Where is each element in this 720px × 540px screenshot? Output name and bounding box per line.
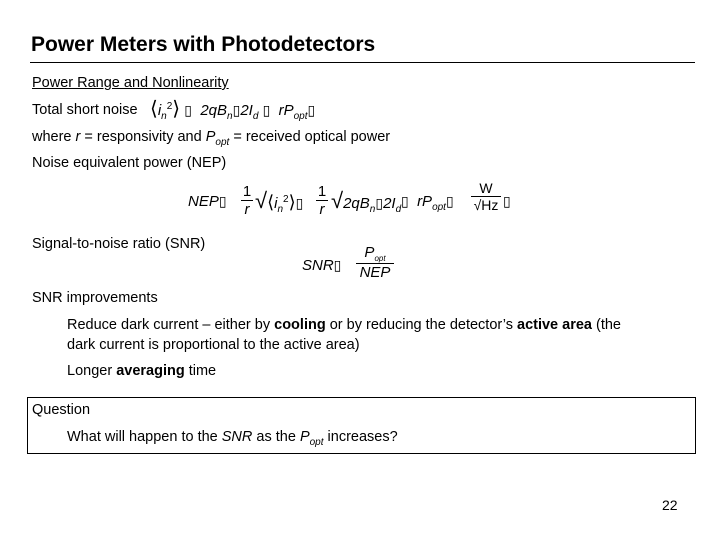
- where-line: where r = responsivity and $P_{opt}$ = received optical power: [32, 129, 391, 148]
- power-range-heading: Power Range and Nonlinearity: [32, 75, 229, 91]
- bullet-dark-current-line2: dark current is proportional to the active area): [67, 337, 360, 353]
- nep-label: Noise equivalent power (NEP): [32, 155, 227, 171]
- snr-label: Signal-to-noise ratio (SNR): [32, 236, 206, 252]
- bullet-averaging: Longer averaging time: [67, 363, 217, 379]
- question-text: What will happen to the SNR as the $P_{opt}$ increases?: [67, 429, 398, 448]
- page-number: 22: [662, 497, 678, 513]
- bullet-dark-current: Reduce dark current – either by cooling or by reducing the detector’s active area (the: [67, 317, 621, 333]
- snr-improvements-heading: SNR improvements: [32, 290, 158, 306]
- total-noise-label: Total short noise: [32, 102, 138, 118]
- noise-equation: $⟨i_n^2⟩$ ▯ $2qB_n▯2I_d$ ▯ $rP_{opt}▯$: [150, 98, 316, 122]
- snr-equation: SNR▯ $P_{opt}$ NEP: [302, 244, 402, 288]
- question-heading: Question: [32, 402, 91, 418]
- nep-equation: NEP▯ 1 r $√⟨i_n^2⟩▯$ 1 r $√2qB_n▯2I_d$ ▯ $rP_{opt}▯$ W √Hz ▯: [188, 180, 511, 218]
- slide-title: Power Meters with Photodetectors: [31, 33, 376, 56]
- title-divider: [30, 62, 695, 63]
